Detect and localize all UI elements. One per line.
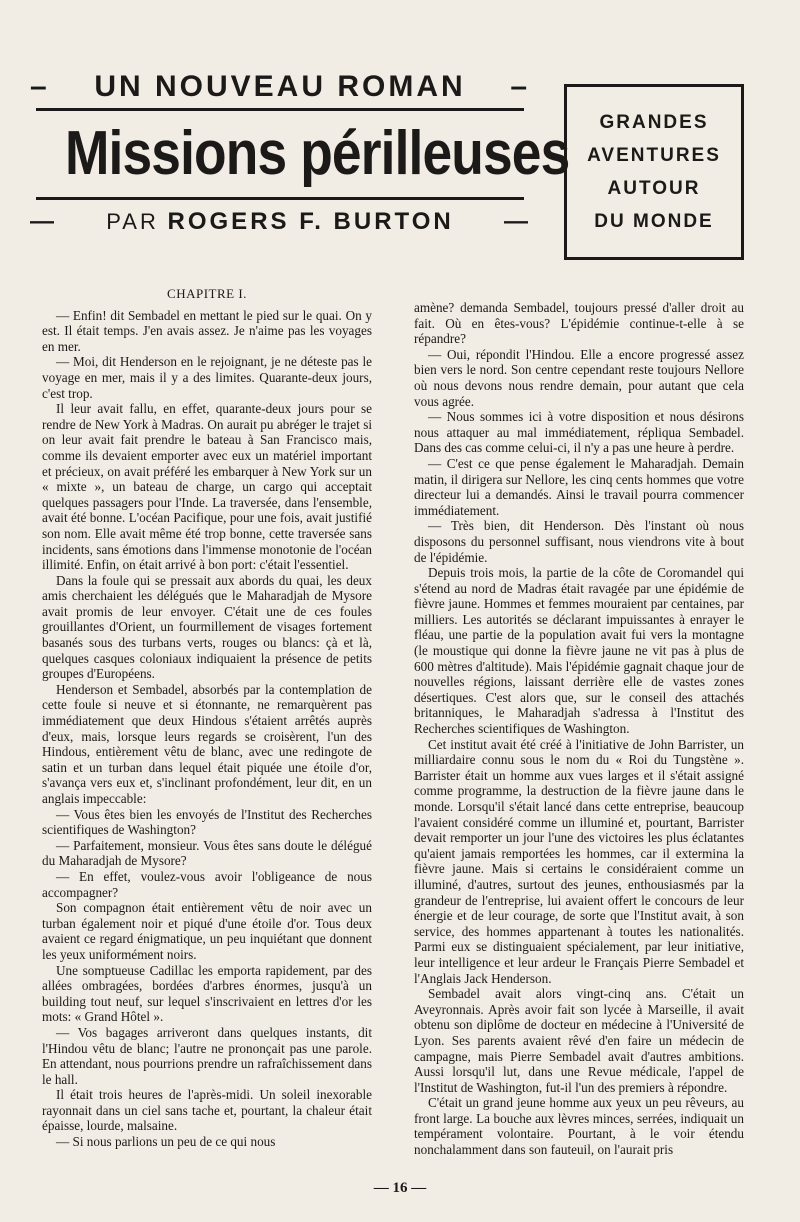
series-box — [564, 84, 744, 260]
kicker — [30, 70, 530, 104]
paragraph: — Parfaitement, monsieur. Vous êtes sans doute le délégué du Maharadjah de Mysore? — [42, 837, 372, 869]
paragraph: — Nous sommes ici à votre disposition et nous désirons nous attaquer au mal immédiatement, répliqua Sembadel. Dans des cas comme celui-ci, il n'y a pas une heure à perdre. — [414, 409, 744, 456]
paragraph: — Vous êtes bien les envoyés de l'Institut des Recherches scientifiques de Washington? — [42, 806, 372, 838]
paragraph: — Oui, répondit l'Hindou. Elle a encore progressé assez bien vers le nord. Son centre cependant reste toujours Nellore où nous devons nous rendre demain, pour autant que cela vous agrée. — [414, 346, 744, 409]
paragraph: Depuis trois mois, la partie de la côte de Coromandel qui s'étend au nord de Madras était ravagée par une épidémie de fièvre jaune. Hommes et femmes mouraient par centaines, par milliers. Les autorités se déclarant impuissantes à enrayer le fléau, une partie de la population avait fui vers la montagne (le moustique qui donne la fièvre jaune ne vit pas à plus de 600 mètres d'altitude). Mais l'épidémie gagnait chaque jour de nouvelles régions, laissant derrière elle de vastes zones désertiques. C'est alors que, sur le conseil des attachés britanniques, le Maharadjah s'adressa à l'Institut des Recherches scientifiques de Washington. — [414, 565, 744, 737]
paragraph: Il leur avait fallu, en effet, quarante-deux jours pour se rendre de New York à Madras. On aurait pu abréger le trajet si on leur avait fait prendre le bateau à San Francisco mais, comme ils devaient emporter avec eux un matériel important et précieux, on avait préféré les embarquer à New York sur un « mixte », un bateau de charge, un cargo qui acceptait quelques passagers pour l'Inde. La traversée, dans l'ensemble, avait été bonne. L'océan Pacifique, pour une fois, avait justifié son nom. Elle avait même été trop bonne, cette traversée sans incidents, sans émotions dans l'immense monotonie de l'océan illimité. Enfin, on était arrivé à bon port: c'était l'essentiel. — [42, 401, 372, 573]
header-rule-top — [36, 108, 524, 111]
paragraph: Sembadel avait alors vingt-cinq ans. C'était un Aveyronnais. Après avoir fait son lycée à Marseille, il avait obtenu son diplôme de docteur en médecine à l'Université de Lyon. Ses parents avaient rêvé d'en faire un médecin de campagne, mais Pierre Sembadel avait d'autres ambitions. Aussi lorsqu'il lut, dans une Revue médicale, l'appel de l'Institut de Washington, fut-il l'un des premiers à répondre. — [414, 986, 744, 1095]
paragraph: C'était un grand jeune homme aux yeux un peu rêveurs, au front large. La bouche aux lèvres minces, serrées, indiquait un tempérament volontaire. Pourtant, à le voir étendu nonchalamment dans son fauteuil, on l'aurait pris — [414, 1095, 744, 1158]
paragraph: Il était trois heures de l'après-midi. Un soleil inexorable rayonnait dans un ciel sans tache et, pourtant, la chaleur était épaisse, lourde, malsaine. — [42, 1087, 372, 1134]
paragraph: — Moi, dit Henderson en le rejoignant, je ne déteste pas le voyage en mer, mais il y a des limites. Quarante-deux jours, c'est trop. — [42, 354, 372, 401]
paragraph: — Si nous parlions un peu de ce qui nous — [56, 1134, 276, 1150]
series-line: AVENTURES — [587, 145, 721, 166]
story-header — [30, 70, 570, 236]
byline-author: ROGERS F. BURTON — [167, 208, 454, 235]
series-line: GRANDES — [599, 112, 709, 133]
paragraph: Son compagnon était entièrement vêtu de noir avec un turban également noir et piqué d'une étoile d'or. Tous deux avaient ce regard énigmatique, un peu inquiétant que donnent les yeux uniformément noirs. — [42, 900, 372, 962]
byline-dash-right: — — [504, 208, 530, 235]
text-column-left — [42, 286, 372, 1150]
series-line: AUTOUR — [607, 178, 701, 199]
paragraph: Cet institut avait été créé à l'initiative de John Barrister, un milliardaire connu sous le nom du « Roi du Tungstène ». Barrister était un homme aux vues larges et il s'était assigné comme programme, la destruction de la fièvre jaune dans le monde. Lorsqu'il s'était lancé dans cette entreprise, beaucoup l'avaient considéré comme un illuminé et, pourtant, Barrister devait remporter un jour l'une des victoires les plus éclatantes qu'aient jamais remportées les hommes, car il extermina la fièvre jaune. Mais si certains le considéraient comme un illuminé, d'autres, surtout des jeunes, enthousiasmés par la grandeur de l'entreprise, lui avaient offert le concours de leur énergie et de leur courage, de sorte que l'Institut avait, à son service, des hommes appartenant à toutes les nationalités. Parmi eux se distinguaient spécialement, par leur initiative, leur intelligence et leur ardeur le Français Pierre Sembadel et l'Anglais Jack Henderson. — [414, 736, 744, 986]
text-column-right — [414, 300, 744, 1158]
paragraph: Une somptueuse Cadillac les emporta rapidement, par des allées ombragées, bordées d'arbres énormes, jusqu'à un building tout neuf, sur lequel s'inscrivaient en lettres d'or les mots: « Grand Hôtel ». — [42, 962, 372, 1025]
kicker-dash-left: – — [30, 70, 50, 103]
byline-by: PAR — [106, 209, 159, 234]
paragraph: — Enfin! dit Sembadel en mettant le pied sur le quai. On y est. Il était temps. J'en avais assez. Je n'aime pas les voyages en mer. — [42, 307, 372, 354]
kicker-dash-right: – — [510, 70, 530, 103]
paragraph: Henderson et Sembadel, absorbés par la contemplation de cette foule si neuve et si étonnante, ne remarquèrent pas immédiatement que deux Hindous s'étaient arrêtés auprès d'eux, mais, lorsque leurs regards se croisèrent, l'un des Hindous, entièrement vêtu de blanc, avec une redingote de satin et un turban dans lequel était piquée une étoile d'or, s'avança vers eux et, s'inclinant profondément, leur dit, en un anglais impeccable: — [42, 681, 372, 806]
paragraph: — En effet, voulez-vous avoir l'obligeance de nous accompagner? — [42, 868, 372, 900]
byline-dash-left: — — [30, 208, 56, 235]
paragraph: Dans la foule qui se pressait aux abords du quai, les deux amis cherchaient les délégués que le Maharadjah de Mysore avait promis de leur envoyer. C'était une de ces foules grouillantes d'Orient, un fourmillement de visages fortement basanés sous des turbans verts, rouges ou blancs: çà et là, quelques casques coloniaux indiquaient la présence de petits groupes d'Européens. — [42, 572, 372, 682]
paragraph: — Vos bagages arriveront dans quelques instants, dit l'Hindou vêtu de blanc; l'autre ne prononçait pas une parole. En attendant, nous pourrions prendre un rafraîchissement dans le hall. — [42, 1024, 372, 1087]
page-number: — 16 — — [373, 1180, 427, 1196]
series-line: DU MONDE — [594, 211, 714, 232]
paragraph: — Très bien, dit Henderson. Dès l'instant où nous disposons du personnel suffisant, nous viendrons vite à bout de l'épidémie. — [414, 518, 744, 565]
kicker-text: UN NOUVEAU ROMAN — [94, 70, 466, 103]
paragraph: amène? demanda Sembadel, toujours pressé d'aller droit au fait. Où en êtes-vous? L'épidémie continue-t-elle à se répandre? — [414, 300, 744, 347]
paragraph: — C'est ce que pense également le Maharadjah. Demain matin, il dirigera sur Nellore, les cinq cents hommes que votre directeur lui a demandés. Ainsi le travail pourra commencer immédiatement. — [414, 455, 744, 518]
byline — [30, 208, 530, 236]
header-rule-bottom — [36, 197, 524, 200]
story-title: Missions périlleuses — [65, 119, 570, 188]
chapter-heading: CHAPITRE I. — [167, 286, 247, 301]
